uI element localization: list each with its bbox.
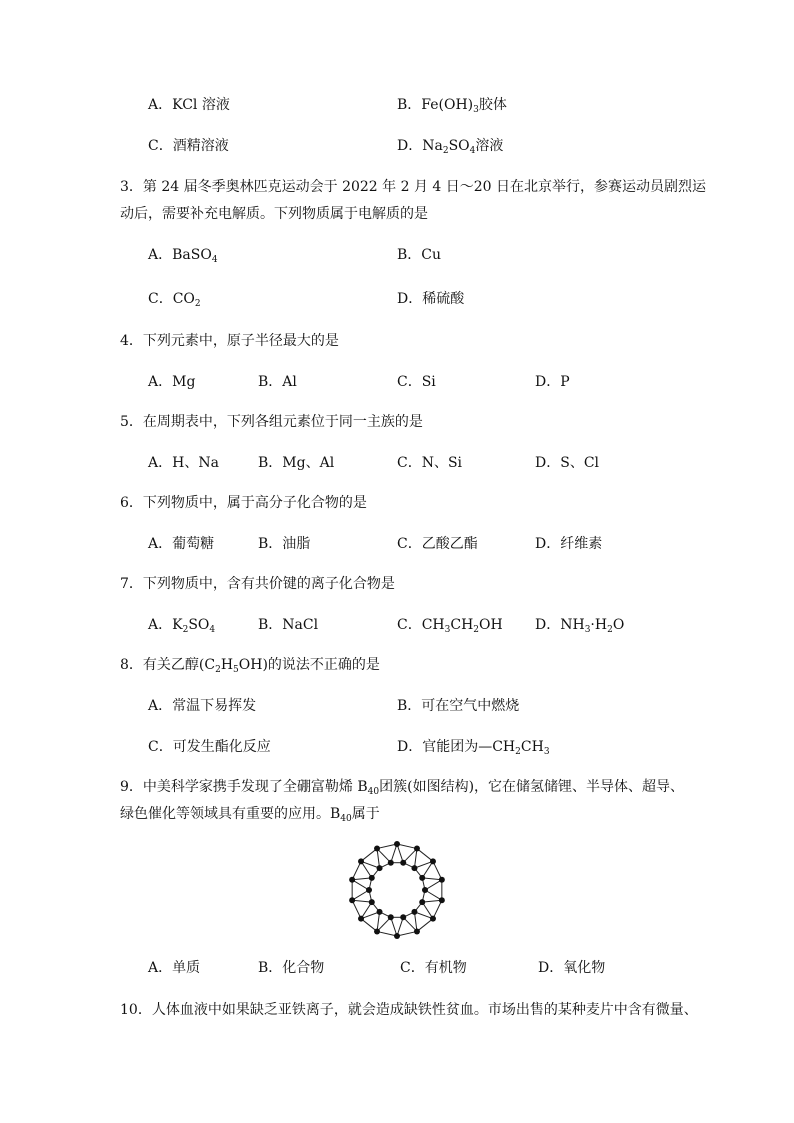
boron-atom	[374, 928, 380, 934]
q9-option-c: C．有机物	[400, 960, 467, 976]
boron-atom	[439, 897, 445, 903]
q6-option-a: A．葡萄糖	[148, 536, 215, 552]
q5-option-c: C．N、Si	[397, 455, 463, 471]
boron-atom	[394, 841, 400, 847]
boron-atom	[349, 877, 355, 883]
q7-option-a: A．$K_2SO_4$	[148, 617, 216, 635]
boron-atom	[374, 846, 380, 852]
boron-atom	[394, 933, 400, 939]
q5-option-a: A．H、Na	[148, 455, 219, 471]
bond-line	[352, 900, 361, 918]
boron-atom	[388, 860, 394, 866]
q7-stem: 7．下列物质中，含有共价键的离子化合物是	[120, 576, 395, 592]
q7-option-b: B．NaCl	[258, 617, 319, 633]
q3-stem-line2: 动后，需要补充电解质。下列物质属于电解质的是	[120, 206, 428, 222]
q8-option-b: B．可在空气中燃烧	[397, 698, 520, 714]
boron-atom	[388, 914, 394, 920]
bond-line	[352, 861, 361, 879]
b40-cluster-figure	[345, 838, 450, 943]
q5-stem: 5．在周期表中，下列各组元素位于同一主族的是	[120, 414, 423, 430]
q4-option-d: D．P	[535, 374, 570, 390]
boron-atom	[430, 916, 436, 922]
bond-line	[433, 900, 442, 918]
bond-line	[417, 849, 433, 862]
bond-line	[377, 844, 397, 849]
q7-option-c: C．$CH_3CH_2OH$	[397, 617, 503, 635]
q9-stem-line2: 绿色催化等领域具有重要的应用。$B_{40}$属于	[120, 806, 380, 824]
bond-line	[433, 861, 442, 879]
q3-option-c: C．$CO_2$	[148, 291, 201, 309]
q5-option-d: D．S、Cl	[535, 455, 600, 471]
boron-atom	[358, 858, 364, 864]
q8-option-c: C．可发生酯化反应	[148, 739, 271, 755]
bond-line	[397, 844, 417, 849]
q6-option-b: B．油脂	[258, 536, 311, 552]
q4-stem: 4．下列元素中，原子半径最大的是	[120, 333, 339, 349]
q3-stem-line1: 3．第 24 届冬季奥林匹克运动会于 2022 年 2 月 4 日～20 日在北京举行，参赛运动员剧烈运	[120, 179, 707, 195]
boron-atom	[358, 916, 364, 922]
boron-atom	[419, 899, 425, 905]
q4-option-a: A．Mg	[148, 374, 196, 390]
q9-option-a: A．单质	[148, 960, 201, 976]
q8-stem: 8．有关乙醇$(C_2H_5OH)$的说法不正确的是	[120, 657, 380, 675]
q10-stem-line1: 10．人体血液中如果缺乏亚铁离子，就会造成缺铁性贫血。市场出售的某种麦片中含有微量、	[120, 1002, 698, 1018]
bond-line	[417, 919, 433, 932]
q2-option-a: A．KCl 溶液	[148, 97, 230, 113]
q6-option-c: C．乙酸乙酯	[397, 536, 478, 552]
bond-line	[397, 931, 417, 936]
boron-atom	[400, 860, 406, 866]
boron-atom	[366, 887, 372, 893]
boron-atom	[411, 909, 417, 915]
q2-option-c: C．酒精溶液	[148, 138, 229, 154]
q3-option-a: A．BaSO$_4$	[148, 247, 218, 265]
q7-option-d: D．$NH_3\cdot H_2O$	[535, 617, 625, 635]
bond-line	[377, 931, 397, 936]
q4-option-c: C．Si	[397, 374, 436, 390]
boron-atom	[422, 887, 428, 893]
boron-atom	[369, 899, 375, 905]
q6-option-d: D．纤维素	[535, 536, 603, 552]
q6-stem: 6．下列物质中，属于高分子化合物的是	[120, 495, 367, 511]
q9-option-d: D．氧化物	[538, 960, 606, 976]
q5-option-b: B．Mg、Al	[258, 455, 335, 471]
boron-atom	[411, 865, 417, 871]
boron-atom	[400, 914, 406, 920]
boron-atom	[369, 875, 375, 881]
boron-atom	[419, 875, 425, 881]
boron-atom	[377, 865, 383, 871]
boron-atom	[377, 909, 383, 915]
bond-line	[361, 919, 377, 932]
boron-atom	[349, 897, 355, 903]
q2-option-b: B．$Fe(OH)_3$胶体	[397, 97, 507, 115]
boron-atom	[430, 858, 436, 864]
q3-option-b: B．Cu	[397, 247, 442, 263]
q8-option-d: D．官能团为$—CH_2CH_3$	[397, 739, 550, 757]
bond-line	[361, 849, 377, 862]
q8-option-a: A．常温下易挥发	[148, 698, 257, 714]
q9-option-b: B．化合物	[258, 960, 325, 976]
q2-option-d: D．$Na_2SO_4$溶液	[397, 138, 504, 156]
q9-stem-line1: 9．中美科学家携手发现了全硼富勒烯 $B_{40}$团簇(如图结构)，它在储氢储锂、半导体、超导、	[120, 779, 685, 797]
boron-atom	[414, 846, 420, 852]
q4-option-b: B．Al	[258, 374, 297, 390]
boron-atom	[414, 928, 420, 934]
boron-atom	[439, 877, 445, 883]
q3-option-d: D．稀硫酸	[397, 291, 465, 307]
